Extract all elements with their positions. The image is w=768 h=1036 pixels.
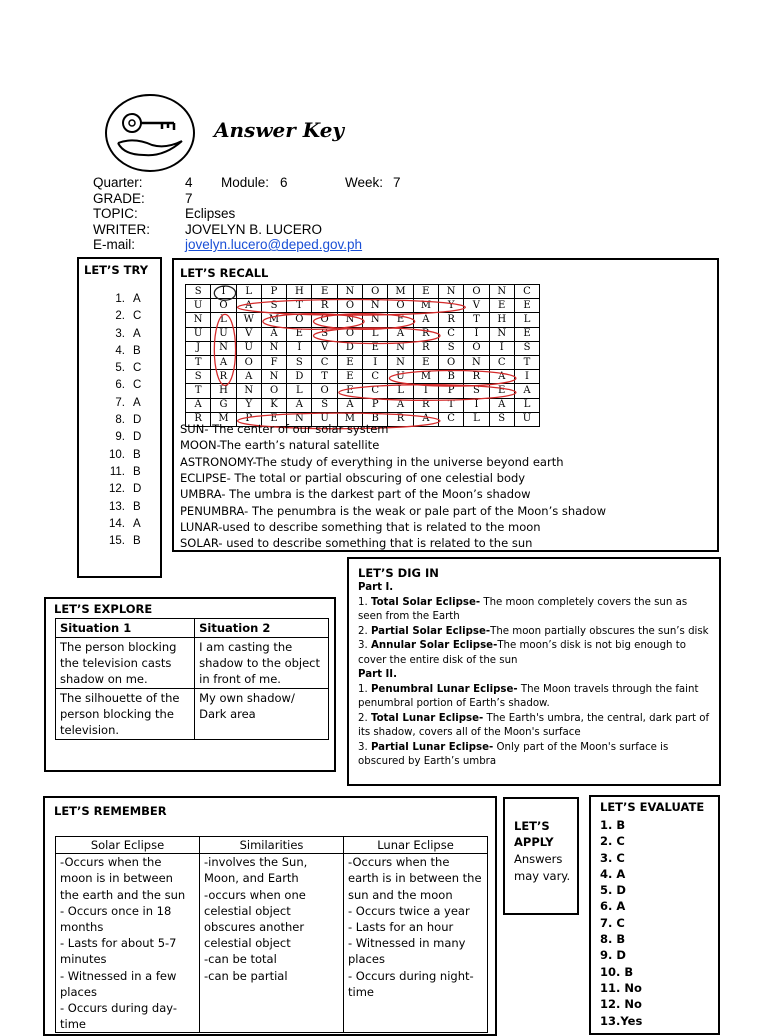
grid-cell: A: [186, 398, 211, 412]
grid-cell: C: [363, 384, 388, 398]
page-title: Answer Key: [214, 118, 345, 142]
grid-cell: O: [211, 299, 236, 313]
grid-cell: T: [287, 299, 312, 313]
list-item: 1. B: [600, 818, 626, 832]
grid-cell: O: [312, 384, 337, 398]
grid-cell: B: [438, 370, 463, 384]
grid-cell: R: [211, 370, 236, 384]
writer-value: JOVELYN B. LUCERO: [185, 221, 323, 237]
lets-apply-box: [503, 797, 579, 915]
list-item: 2. C: [600, 834, 625, 849]
email-label: E-mail:: [93, 237, 136, 252]
grid-cell: A: [388, 398, 413, 412]
grid-cell: A: [287, 398, 312, 412]
grid-cell: H: [489, 313, 514, 327]
grid-cell: V: [312, 341, 337, 355]
lets-apply-heading-line2: APPLY: [514, 835, 554, 849]
list-item: [103, 533, 141, 550]
term-label: Annular Solar Eclipse-: [370, 640, 498, 651]
grid-cell: N: [489, 327, 514, 341]
solar-eclipse-cell: [56, 854, 200, 1033]
explore-cell: I am casting the shadow to the object in front of me.: [195, 638, 329, 689]
grid-cell: O: [337, 327, 362, 341]
grid-cell: P: [236, 412, 261, 426]
grid-cell: E: [337, 370, 362, 384]
grid-cell: L: [236, 285, 261, 299]
list-item: 2. Partial Solar Eclipse-The moon partially obscures the sun’s disk: [358, 625, 709, 637]
lets-explore-heading: LET’S EXPLORE: [54, 602, 153, 616]
list-item: 12. No: [600, 997, 642, 1012]
list-item: - Occurs once in 18 months: [60, 903, 172, 935]
definition-item: LUNAR-used to describe something that is related to the moon: [180, 519, 541, 534]
list-item: [103, 499, 141, 516]
grid-cell: T: [186, 355, 211, 369]
part-1-label: Part I.: [358, 582, 394, 593]
explore-cell: My own shadow/ Dark area: [195, 689, 329, 740]
grid-cell: A: [489, 370, 514, 384]
grid-cell: N: [489, 285, 514, 299]
list-item: [103, 481, 141, 498]
grid-cell: E: [514, 327, 539, 341]
grid-cell: U: [186, 299, 211, 313]
grid-cell: N: [287, 412, 312, 426]
item-answer: B: [133, 448, 141, 461]
item-number: 11.: [109, 465, 125, 478]
grid-cell: M: [388, 285, 413, 299]
grid-cell: S: [186, 285, 211, 299]
list-item: -Occurs when the moon is in between the earth and the sun: [60, 855, 186, 902]
grid-cell: M: [211, 412, 236, 426]
grid-cell: A: [413, 313, 438, 327]
item-answer: D: [133, 431, 142, 444]
lets-dig-in-box: [347, 557, 721, 786]
list-item: [103, 291, 141, 308]
list-item: - Occurs during night-time: [348, 968, 474, 999]
grid-cell: N: [337, 285, 362, 299]
grid-cell: Y: [236, 398, 261, 412]
grid-row: [186, 384, 540, 398]
item-number: 12.: [109, 483, 125, 496]
grid-cell: M: [413, 370, 438, 384]
list-item: 4. A: [600, 866, 626, 881]
grid-cell: D: [287, 370, 312, 384]
grid-cell: W: [236, 313, 261, 327]
grid-cell: N: [363, 299, 388, 313]
grid-cell: N: [211, 341, 236, 355]
item-answer: B: [133, 500, 141, 513]
lets-evaluate-heading: LET’S EVALUATE: [600, 800, 705, 814]
list-item: [103, 360, 141, 377]
list-item: - Occurs twice a year: [348, 903, 470, 918]
grid-cell: U: [514, 412, 539, 426]
grid-cell: R: [413, 327, 438, 341]
lets-recall-box: [172, 258, 719, 552]
list-item: [103, 308, 141, 325]
list-item: [103, 326, 141, 343]
list-item: -Occurs when the earth is in between the sun and the moon: [348, 855, 482, 902]
grid-cell: S: [261, 299, 286, 313]
grid-cell: J: [186, 341, 211, 355]
list-item: 10. B: [600, 964, 634, 979]
grid-cell: O: [337, 299, 362, 313]
grid-cell: O: [287, 313, 312, 327]
definition-item: SOLAR- used to describe something that is related to the sun: [180, 536, 533, 551]
list-item: -occurs when one celestial object obscures another celestial object: [204, 887, 306, 951]
grid-cell: P: [363, 398, 388, 412]
writer-label: WRITER:: [93, 221, 150, 237]
grid-cell: E: [413, 355, 438, 369]
table-row: [56, 638, 329, 689]
list-item: -can be total: [204, 952, 277, 967]
module-value: 6: [280, 175, 288, 190]
grid-row: [186, 299, 540, 313]
grid-cell: S: [438, 341, 463, 355]
lets-remember-box: [43, 796, 497, 1036]
item-number: 6.: [115, 379, 125, 392]
lets-try-box: [77, 257, 162, 578]
grid-row: [186, 327, 540, 341]
term-label: Partial Lunar Eclipse-: [370, 741, 494, 753]
week-value: 7: [393, 175, 401, 190]
list-item: 5. D: [600, 883, 626, 898]
grid-cell: A: [489, 398, 514, 412]
grid-cell: E: [413, 285, 438, 299]
grid-cell: M: [413, 299, 438, 313]
grid-cell: O: [261, 384, 286, 398]
grid-cell: S: [287, 355, 312, 369]
grid-cell: C: [514, 285, 539, 299]
item-number: 10.: [109, 448, 125, 461]
grid-cell: I: [514, 370, 539, 384]
grid-cell: I: [489, 341, 514, 355]
grid-cell: O: [363, 285, 388, 299]
grid-cell: A: [261, 327, 286, 341]
grid-cell: S: [514, 341, 539, 355]
module-label: Module:: [221, 175, 270, 190]
grid-cell: S: [464, 384, 489, 398]
grid-cell: E: [287, 327, 312, 341]
grid-row: [186, 341, 540, 355]
grid-cell: Y: [438, 299, 463, 313]
item-answer: D: [133, 483, 142, 496]
list-item: [103, 343, 141, 360]
lunar-eclipse-cell: [344, 854, 488, 1033]
grid-cell: U: [211, 327, 236, 341]
grid-cell: O: [388, 299, 413, 313]
grid-cell: O: [464, 285, 489, 299]
grid-cell: E: [337, 384, 362, 398]
grid-cell: N: [261, 370, 286, 384]
grid-cell: E: [489, 299, 514, 313]
grid-cell: L: [514, 398, 539, 412]
grid-row: [186, 355, 540, 369]
grid-cell: A: [413, 412, 438, 426]
grid-cell: L: [211, 313, 236, 327]
grid-cell: C: [438, 412, 463, 426]
grid-cell: T: [464, 313, 489, 327]
item-answer: B: [133, 344, 141, 357]
grid-cell: L: [464, 412, 489, 426]
grid-cell: A: [236, 299, 261, 313]
list-item: -involves the Sun, Moon, and Earth: [204, 855, 308, 886]
quarter-value: 4: [185, 175, 193, 190]
list-item: 7. C: [600, 915, 625, 930]
item-number: 8.: [115, 414, 125, 427]
explore-header-2: Situation 2: [195, 619, 329, 638]
grid-cell: C: [363, 370, 388, 384]
item-answer: C: [133, 310, 142, 323]
grid-cell: D: [337, 341, 362, 355]
item-number: 15.: [109, 535, 125, 548]
term-label: Total Solar Eclipse-: [370, 596, 481, 608]
lets-remember-heading: LET’S REMEMBER: [54, 804, 167, 818]
list-item: - Witnessed in a few places: [60, 968, 177, 999]
list-item: [103, 412, 141, 429]
list-item: 13.Yes: [600, 1013, 643, 1028]
quarter-label: Quarter:: [93, 175, 143, 190]
grid-cell: L: [287, 384, 312, 398]
grade-label: GRADE:: [93, 190, 145, 206]
grid-cell: L: [388, 384, 413, 398]
grid-cell: N: [363, 313, 388, 327]
grid-cell: V: [236, 327, 261, 341]
list-item: 1. Total Solar Eclipse- The moon completely covers the sun as seen from the Earth: [358, 596, 688, 622]
item-number: 9.: [115, 431, 125, 444]
definition-item: UMBRA- The umbra is the darkest part of the Moon’s shadow: [180, 487, 531, 502]
lets-evaluate-box: [589, 795, 720, 1035]
grid-cell: R: [413, 341, 438, 355]
grid-row: [186, 398, 540, 412]
definition-item: MOON-The earth’s natural satellite: [180, 438, 380, 453]
grid-cell: T: [312, 370, 337, 384]
grid-cell: M: [337, 412, 362, 426]
grid-cell: G: [211, 398, 236, 412]
item-answer: C: [133, 379, 142, 392]
part-2-list: [358, 683, 714, 770]
grid-cell: T: [186, 384, 211, 398]
grid-row: [186, 313, 540, 327]
grid-cell: E: [489, 384, 514, 398]
list-item: - Witnessed in many places: [348, 936, 466, 967]
explore-cell: The person blocking the television casts shadow on me.: [56, 638, 195, 689]
grid-cell: U: [236, 341, 261, 355]
grid-row: [186, 285, 540, 299]
list-item: [103, 516, 141, 533]
grid-cell: F: [261, 355, 286, 369]
grid-cell: H: [211, 384, 236, 398]
grid-cell: C: [489, 355, 514, 369]
word-search-grid: [185, 284, 540, 427]
item-answer: C: [133, 362, 142, 375]
list-item: - Lasts for an hour: [348, 920, 454, 935]
grid-cell: O: [464, 341, 489, 355]
grid-cell: R: [464, 370, 489, 384]
grid-cell: A: [337, 398, 362, 412]
grid-cell: O: [312, 313, 337, 327]
part-1-list: [358, 596, 714, 669]
list-item: 1. Penumbral Lunar Eclipse- The Moon travels through the faint penumbral portion of Earth’s shadow.: [358, 683, 699, 709]
lets-evaluate-list: [600, 817, 642, 1029]
item-number: 14.: [109, 517, 125, 530]
list-item: -can be partial: [204, 968, 288, 983]
lets-apply-heading-line1: LET’S: [514, 819, 550, 833]
item-number: 3.: [115, 327, 125, 340]
week-label: Week:: [345, 175, 384, 190]
remember-header-solar: Solar Eclipse: [56, 837, 200, 854]
grid-cell: E: [312, 285, 337, 299]
definition-item: ECLIPSE- The total or partial obscuring of one celestial body: [180, 470, 526, 485]
item-answer: B: [133, 465, 141, 478]
grid-cell: V: [464, 299, 489, 313]
topic-value: Eclipses: [185, 206, 236, 221]
lets-try-list: [103, 291, 141, 550]
grid-cell: A: [388, 327, 413, 341]
list-item: 6. A: [600, 899, 626, 914]
grid-cell: E: [261, 412, 286, 426]
list-item: 3. Annular Solar Eclipse-The moon’s disk is not big enough to cover the entire disk of the sun: [358, 640, 686, 666]
grid-cell: E: [388, 313, 413, 327]
grade-value: 7: [185, 190, 193, 206]
definition-item: ASTRONOMY-The study of everything in the universe beyond earth: [180, 454, 564, 469]
email-link[interactable]: jovelyn.lucero@deped.gov.ph: [185, 237, 363, 252]
list-item: [103, 429, 141, 446]
explore-table: [55, 618, 329, 740]
item-answer: D: [133, 414, 142, 427]
grid-cell: A: [236, 370, 261, 384]
grid-cell: M: [261, 313, 286, 327]
grid-cell: A: [211, 355, 236, 369]
lets-explore-box: [44, 597, 336, 772]
item-answer: A: [133, 327, 141, 340]
topic-label: TOPIC:: [93, 206, 138, 221]
list-item: [103, 395, 141, 412]
list-item: - Lasts for about 5-7 minutes: [60, 936, 177, 967]
grid-cell: U: [388, 370, 413, 384]
part-2-label: Part II.: [358, 669, 397, 680]
list-item: [103, 464, 141, 481]
list-item: [103, 377, 141, 394]
grid-cell: O: [236, 355, 261, 369]
explore-cell: The silhouette of the person blocking the television.: [56, 689, 195, 740]
item-number: 2.: [115, 310, 125, 323]
grid-cell: R: [312, 299, 337, 313]
term-label: Penumbral Lunar Eclipse-: [370, 683, 518, 695]
grid-cell: U: [186, 327, 211, 341]
list-item: 3. Partial Lunar Eclipse- Only part of the Moon's surface is obscured by Earth’s umbra: [358, 741, 669, 767]
grid-cell: N: [438, 285, 463, 299]
list-item: 3. C: [600, 850, 625, 865]
term-label: Total Lunar Eclipse-: [370, 712, 484, 724]
grid-cell: S: [312, 398, 337, 412]
list-item: 9. D: [600, 948, 626, 963]
item-number: 1.: [115, 293, 125, 305]
grid-cell: E: [514, 299, 539, 313]
grid-cell: N: [261, 341, 286, 355]
grid-cell: E: [363, 341, 388, 355]
table-row: [56, 689, 329, 740]
grid-cell: I: [211, 285, 236, 299]
remember-header-lunar: Lunar Eclipse: [344, 837, 488, 854]
grid-cell: I: [363, 355, 388, 369]
remember-header-similarities: Similarities: [200, 837, 344, 854]
grid-cell: I: [413, 384, 438, 398]
list-item: [103, 447, 141, 464]
grid-cell: K: [261, 398, 286, 412]
grid-cell: C: [438, 327, 463, 341]
list-item: 8. B: [600, 932, 626, 947]
grid-cell: R: [438, 313, 463, 327]
explore-header-1: Situation 1: [56, 619, 195, 638]
grid-cell: S: [312, 327, 337, 341]
grid-cell: E: [337, 355, 362, 369]
grid-cell: L: [514, 313, 539, 327]
item-number: 7.: [115, 396, 125, 409]
item-number: 13.: [109, 500, 125, 513]
grid-cell: L: [363, 327, 388, 341]
grid-cell: N: [186, 313, 211, 327]
grid-cell: H: [287, 285, 312, 299]
grid-row: [186, 370, 540, 384]
grid-cell: A: [514, 384, 539, 398]
grid-cell: S: [489, 412, 514, 426]
grid-cell: N: [337, 313, 362, 327]
grid-cell: R: [186, 412, 211, 426]
list-item: 2. Total Lunar Eclipse- The Earth's umbra, the central, dark part of its shadow, covers all of the Moon's surface: [358, 712, 710, 738]
grid-cell: T: [514, 355, 539, 369]
grid-cell: P: [261, 285, 286, 299]
remember-table: [55, 836, 488, 1033]
similarities-cell: [200, 854, 344, 1033]
grid-cell: U: [312, 412, 337, 426]
grid-cell: S: [186, 370, 211, 384]
key-logo-icon: [104, 93, 196, 173]
grid-cell: C: [312, 355, 337, 369]
grid-cell: N: [388, 355, 413, 369]
lets-apply-text: Answers may vary.: [514, 852, 571, 883]
grid-cell: I: [464, 398, 489, 412]
grid-cell: I: [464, 327, 489, 341]
lets-dig-in-heading: LET’S DIG IN: [358, 566, 439, 580]
grid-cell: N: [464, 355, 489, 369]
item-number: 5.: [115, 362, 125, 375]
grid-cell: N: [236, 384, 261, 398]
definition-item: PENUMBRA- The penumbra is the weak or pale part of the Moon’s shadow: [180, 503, 606, 518]
definition-item: SUN- The center of our solar system: [180, 422, 389, 436]
lets-try-heading: LET’S TRY: [84, 263, 149, 277]
list-item: 11. No: [600, 980, 642, 995]
grid-cell: T: [438, 398, 463, 412]
grid-cell: O: [438, 355, 463, 369]
grid-cell: B: [363, 412, 388, 426]
grid-cell: I: [287, 341, 312, 355]
term-label: Partial Solar Eclipse-: [370, 625, 491, 637]
grid-cell: R: [388, 412, 413, 426]
lets-recall-heading: LET’S RECALL: [180, 266, 269, 280]
grid-cell: N: [388, 341, 413, 355]
list-item: - Occurs during day-time: [60, 1001, 178, 1032]
item-answer: B: [133, 535, 141, 548]
item-number: 4.: [115, 344, 125, 357]
grid-cell: P: [438, 384, 463, 398]
item-answer: A: [133, 396, 141, 409]
item-answer: A: [133, 293, 141, 305]
item-answer: A: [133, 517, 141, 530]
grid-cell: R: [413, 398, 438, 412]
